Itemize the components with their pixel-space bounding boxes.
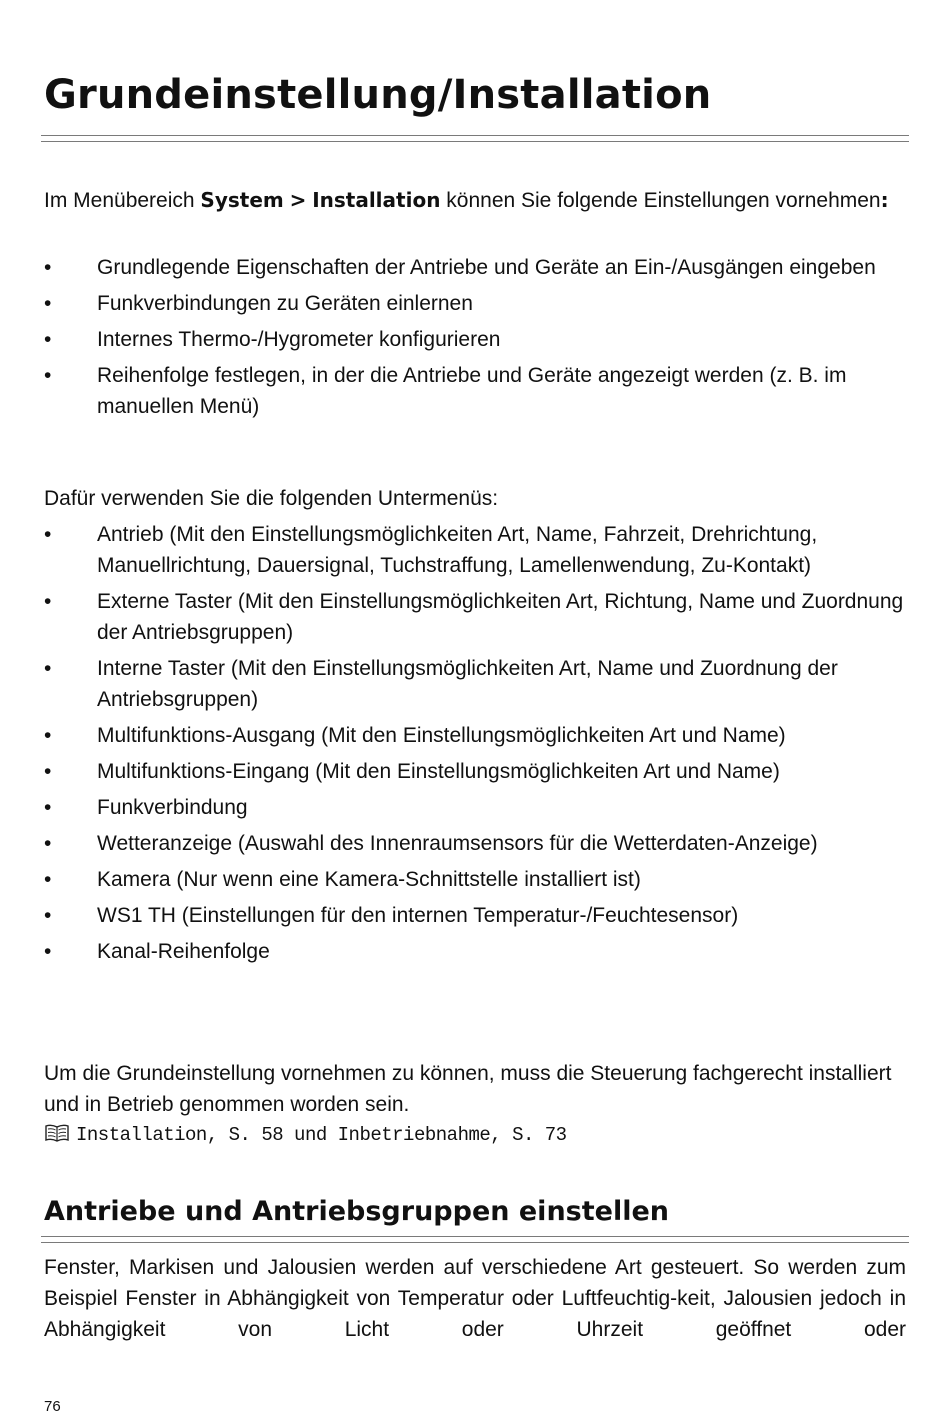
list-item: • Interne Taster (Mit den Einstellungsmöglichkeiten Art, Name und Zuordnung der Antriebsgruppen) [44, 653, 906, 715]
list-item: • Wetteranzeige (Auswahl des Innenraumsensors für die Wetterdaten-Anzeige) [44, 828, 906, 859]
reference-text: Installation, S. 58 und Inbetriebnahme, S. 73 [76, 1124, 567, 1146]
submenu-list [44, 519, 906, 972]
list-item: • Multifunktions-Ausgang (Mit den Einstellungsmöglichkeiten Art und Name) [44, 720, 906, 751]
list-item: • Externe Taster (Mit den Einstellungsmöglichkeiten Art, Richtung, Name und Zuordnung der Antriebsgruppen) [44, 586, 906, 648]
list-item: • Kanal-Reihenfolge [44, 936, 906, 967]
list-item: • Funkverbindung [44, 792, 906, 823]
submenus-intro: Dafür verwenden Sie die folgenden Untermenüs: [44, 487, 499, 510]
list-item: • Multifunktions-Eingang (Mit den Einstellungsmöglichkeiten Art und Name) [44, 756, 906, 787]
book-icon [44, 1124, 70, 1142]
list-item: • Grundlegende Eigenschaften der Antriebe und Geräte an Ein-/Ausgängen eingeben [44, 252, 906, 283]
list-item: • Funkverbindungen zu Geräten einlernen [44, 288, 906, 319]
section-divider [41, 1236, 909, 1243]
settings-list [44, 252, 906, 427]
list-item: • WS1 TH (Einstellungen für den internen Temperatur-/Feuchtesensor) [44, 900, 906, 931]
list-item: • Reihenfolge festlegen, in der die Antriebe und Geräte angezeigt werden (z. B. im manuellen Menü) [44, 360, 906, 422]
page-title: Grundeinstellung/Installation [44, 72, 712, 118]
list-item: • Internes Thermo-/Hygrometer konfigurieren [44, 324, 906, 355]
intro-colon: : [880, 188, 889, 212]
page-number: 76 [44, 1398, 61, 1415]
menu-system: System [200, 188, 284, 212]
menu-installation: Installation [312, 188, 441, 212]
section-paragraph: Fenster, Markisen und Jalousien werden auf verschiedene Art gesteuert. So werden zum Beispiel Fenster in Abhängigkeit von Temperatur oder Luftfeuchtig-keit, Jalousien jedoch in Abhängigkeit von Licht oder Uhrzeit geöffnet oder [44, 1256, 906, 1341]
title-divider [41, 135, 909, 142]
precondition-paragraph: Um die Grundeinstellung vornehmen zu können, muss die Steuerung fachgerecht installiert und in Betrieb genommen worden sein. [44, 1062, 892, 1116]
intro-post: können Sie folgende Einstellungen vornehmen [446, 189, 881, 212]
list-item: • Antrieb (Mit den Einstellungsmöglichkeiten Art, Name, Fahrzeit, Drehrichtung, Manuellrichtung, Dauersignal, Tuchstraffung, Lamellenwendung, Zu-Kontakt) [44, 519, 906, 581]
intro-pre: Im Menübereich [44, 189, 195, 212]
list-item: • Kamera (Nur wenn eine Kamera-Schnittstelle installiert ist) [44, 864, 906, 895]
intro-paragraph [44, 185, 906, 216]
cross-reference [44, 1121, 567, 1149]
menu-separator: > [289, 188, 307, 212]
section-title: Antriebe und Antriebsgruppen einstellen [44, 1196, 669, 1227]
